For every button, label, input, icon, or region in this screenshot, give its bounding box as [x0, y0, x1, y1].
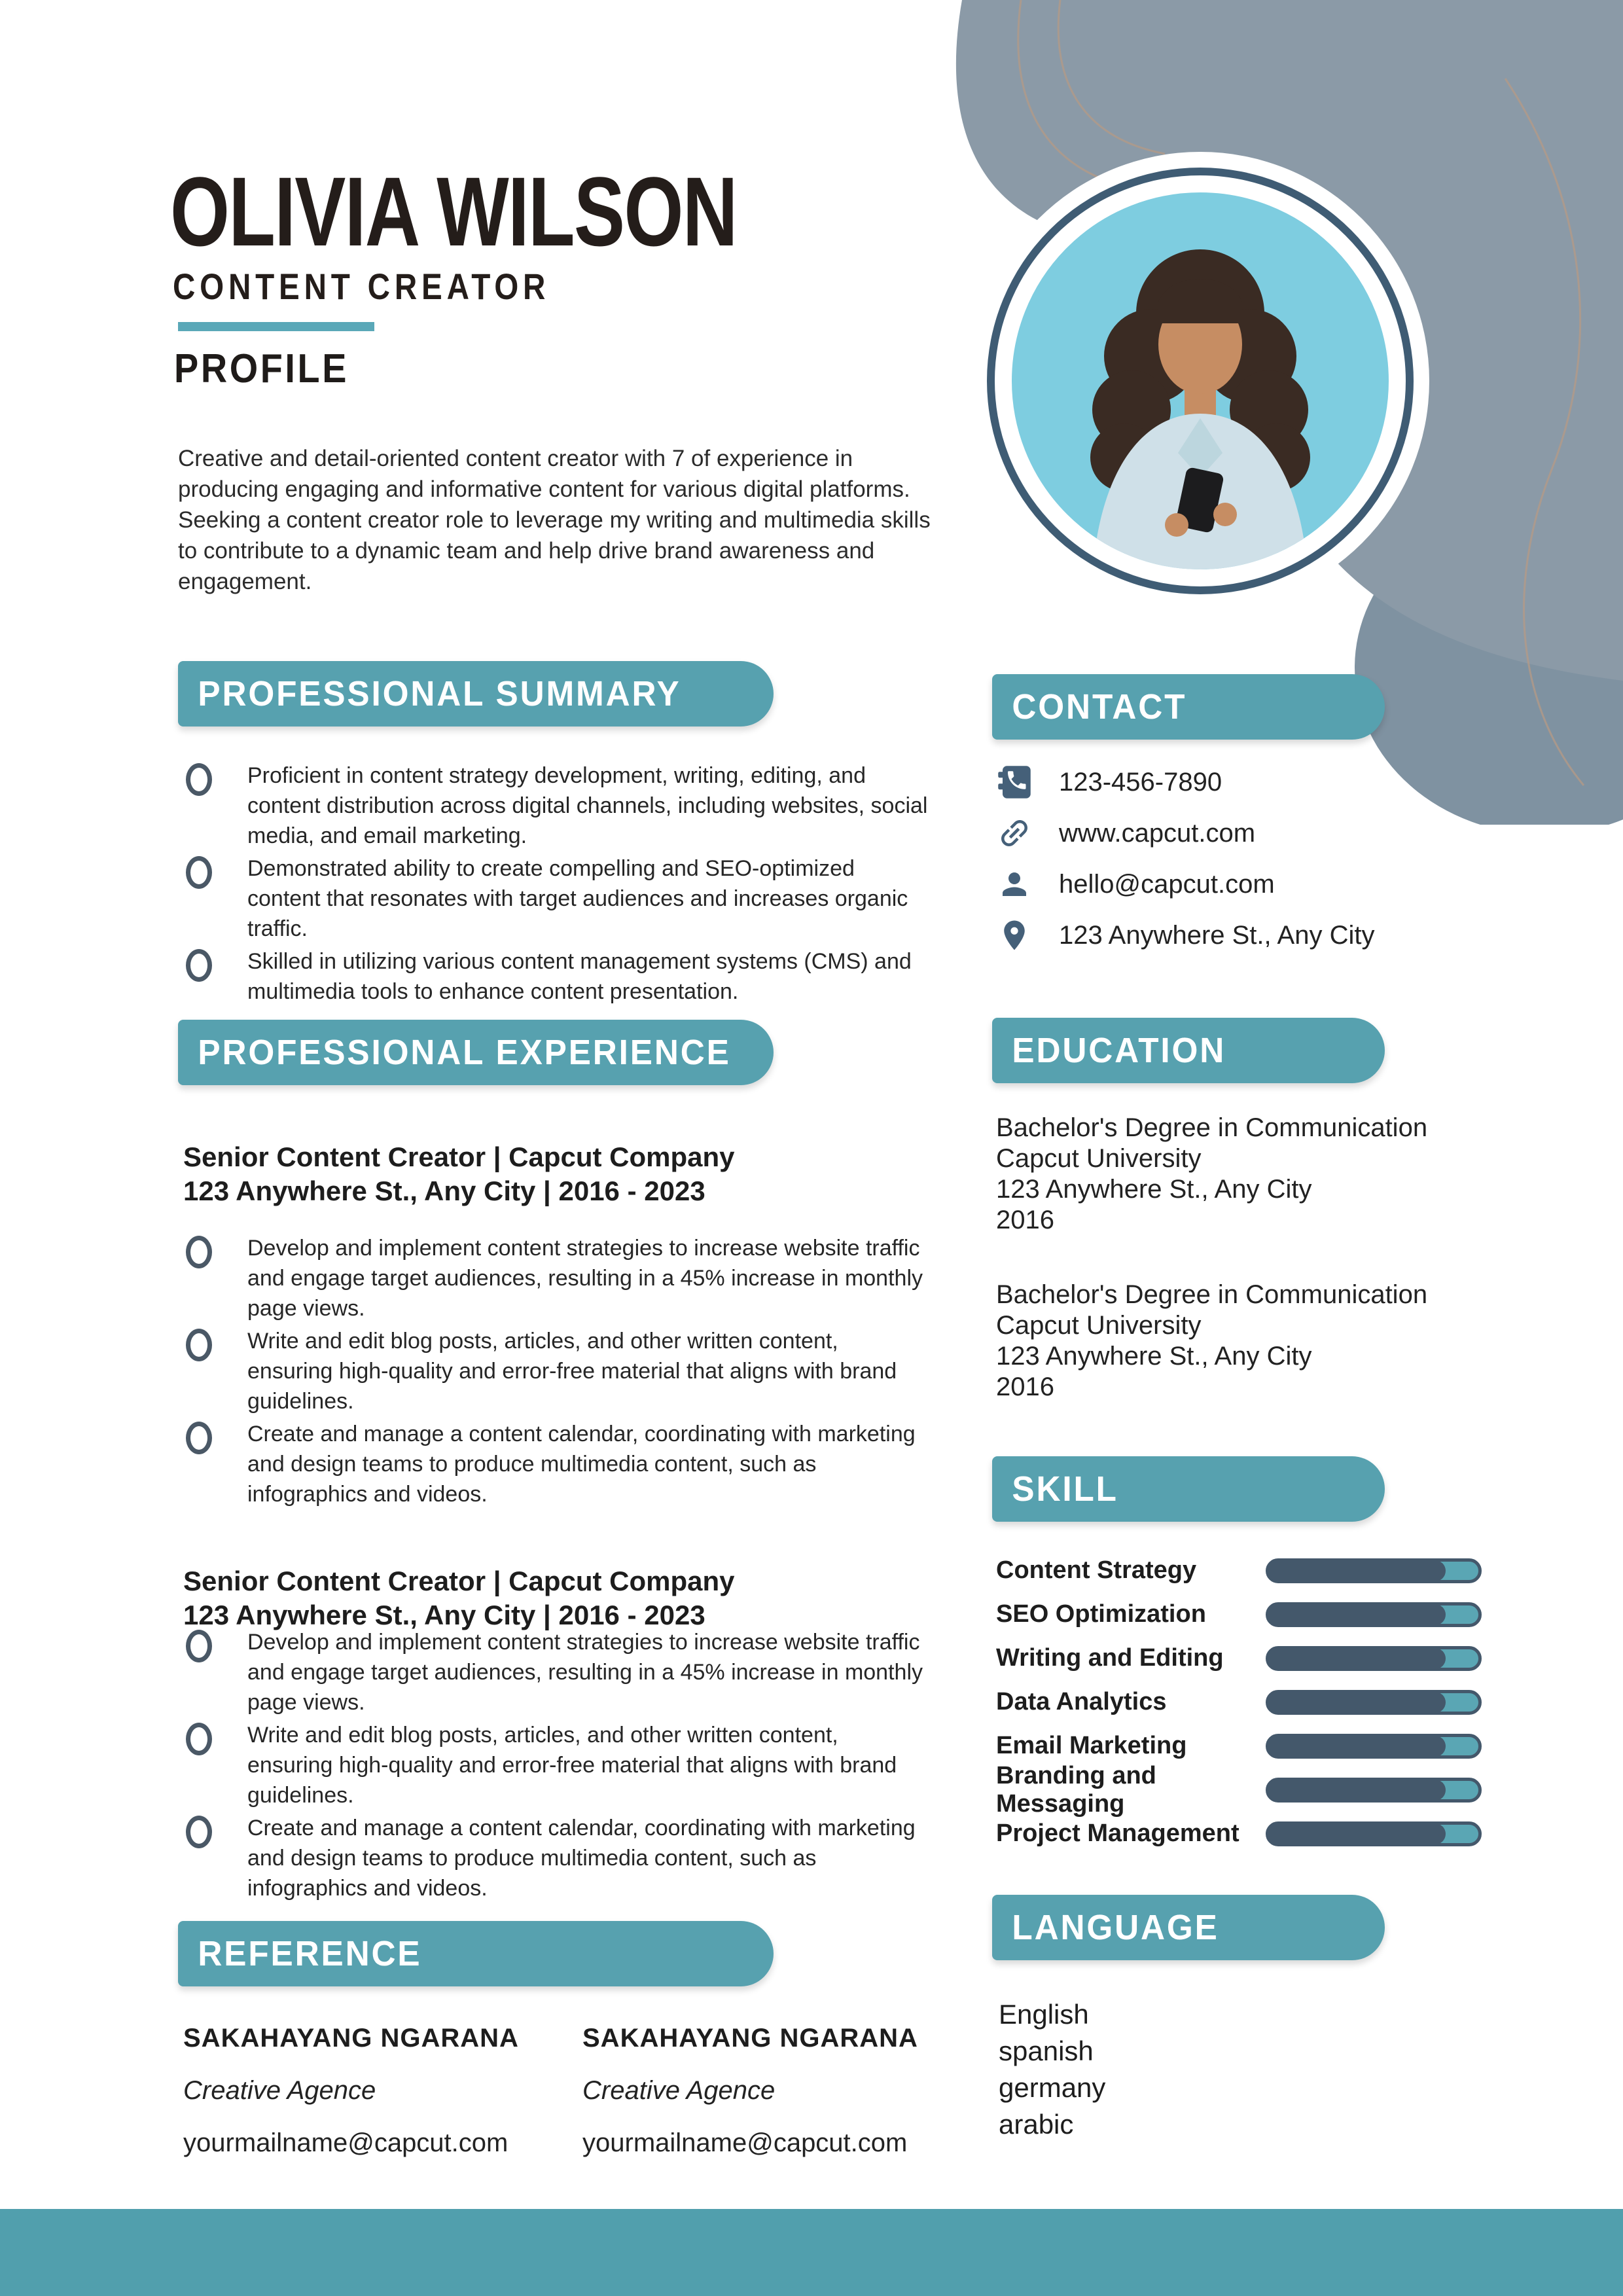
skill-bar	[1266, 1558, 1482, 1583]
skill-row	[996, 1680, 1482, 1724]
bullet-text: Write and edit blog posts, articles, and other written content, ensuring high-quality and error-free material that aligns with brand guidelines.	[247, 1723, 897, 1808]
bullet-text: Create and manage a content calendar, coordinating with marketing and design teams to produce multimedia content, such as infographics and videos.	[247, 1422, 916, 1507]
bullet-circle-icon	[186, 1816, 212, 1848]
profile-text: Creative and detail-oriented content creator with 7 of experience in producing engaging and informative content for various digital platforms. Seeking a content creator role to leverage my writing and multimedia skills to contribute to a dynamic team and help drive brand awareness and engagement.	[178, 446, 931, 594]
education-school: Capcut University	[996, 1144, 1202, 1173]
education-degree: Bachelor's Degree in Communication	[996, 1280, 1428, 1309]
skill-row	[996, 1636, 1482, 1680]
education-year: 2016	[996, 1206, 1054, 1234]
skill-bar-fill	[1268, 1648, 1446, 1669]
job-bullet-list	[186, 1233, 945, 1512]
contact-row	[996, 808, 1520, 859]
section-banner-reference	[178, 1921, 774, 1986]
list-item	[186, 1627, 945, 1717]
section-banner-skill	[992, 1456, 1385, 1522]
section-banner-experience	[178, 1020, 774, 1085]
contact-value: www.capcut.com	[1059, 818, 1256, 848]
skill-label: Branding and Messaging	[996, 1761, 1156, 1818]
skill-list	[996, 1549, 1482, 1856]
profile-heading: PROFILE	[174, 346, 349, 391]
section-title: LANGUAGE	[1012, 1908, 1219, 1947]
contact-value: 123 Anywhere St., Any City	[1059, 920, 1375, 950]
person-name: OLIVIA WILSON	[170, 156, 737, 266]
footer-band	[0, 2209, 1623, 2296]
job-header	[183, 1564, 735, 1632]
bullet-text: Develop and implement content strategies to increase website traffic and engage target audiences, resulting in a 45% increase in monthly page views.	[247, 1630, 923, 1715]
location-icon	[996, 917, 1033, 954]
skill-bar-fill	[1268, 1780, 1446, 1801]
section-title: EDUCATION	[1012, 1031, 1226, 1070]
education-school: Capcut University	[996, 1311, 1202, 1340]
reference-email: yourmailname@capcut.com	[183, 2128, 508, 2157]
skill-bar-fill	[1268, 1560, 1446, 1581]
list-item	[186, 1233, 945, 1323]
contact-value: hello@capcut.com	[1059, 869, 1275, 899]
section-title: CONTACT	[1012, 687, 1187, 726]
language-item: germany	[999, 2072, 1106, 2103]
job-bullet-list	[186, 1627, 945, 1906]
reference-company: Creative Agence	[582, 2076, 776, 2105]
bullet-text: Develop and implement content strategies to increase website traffic and engage target audiences, resulting in a 45% increase in monthly page views.	[247, 1236, 923, 1321]
skill-label: Writing and Editing	[996, 1644, 1224, 1672]
accent-divider	[178, 322, 374, 331]
bullet-text: Write and edit blog posts, articles, and other written content, ensuring high-quality and error-free material that aligns with brand guidelines.	[247, 1329, 897, 1414]
contact-value: 123-456-7890	[1059, 767, 1222, 797]
skill-bar-fill	[1268, 1823, 1446, 1844]
skill-bar-fill	[1268, 1604, 1446, 1625]
language-list	[999, 1996, 1391, 2143]
bullet-text: Demonstrated ability to create compelling and SEO-optimized content that resonates with target audiences and increases organic traffic.	[247, 856, 908, 941]
education-year: 2016	[996, 1372, 1054, 1401]
bullet-text: Proficient in content strategy development, writing, editing, and content distribution across digital channels, including websites, social media, and email marketing.	[247, 763, 928, 848]
section-banner-education	[992, 1018, 1385, 1083]
reference-name: SAKAHAYANG NGARANA	[183, 2024, 519, 2053]
bullet-circle-icon	[186, 1422, 212, 1454]
skill-label: Data Analytics	[996, 1688, 1167, 1715]
language-item: English	[999, 1999, 1089, 2030]
list-item	[186, 1326, 945, 1416]
reference-email: yourmailname@capcut.com	[582, 2128, 908, 2157]
list-item	[186, 1813, 945, 1903]
section-title: PROFESSIONAL EXPERIENCE	[198, 1033, 731, 1072]
section-title: REFERENCE	[198, 1934, 422, 1973]
skill-row	[996, 1761, 1482, 1818]
education-address: 123 Anywhere St., Any City	[996, 1342, 1312, 1371]
summary-bullet-list	[186, 761, 945, 1009]
bullet-circle-icon	[186, 856, 212, 889]
skill-bar	[1266, 1734, 1482, 1759]
bullet-circle-icon	[186, 1630, 212, 1662]
phone-icon	[996, 764, 1033, 800]
contact-row	[996, 757, 1520, 808]
bullet-circle-icon	[186, 1329, 212, 1361]
contact-row	[996, 910, 1520, 961]
skill-row	[996, 1592, 1482, 1636]
list-item	[186, 946, 945, 1007]
language-item: spanish	[999, 2036, 1094, 2066]
education-degree: Bachelor's Degree in Communication	[996, 1113, 1428, 1142]
skill-label: Content Strategy	[996, 1556, 1197, 1584]
job-meta: 123 Anywhere St., Any City | 2016 - 2023	[183, 1175, 705, 1206]
job-title: Senior Content Creator | Capcut Company	[183, 1141, 735, 1172]
bullet-circle-icon	[186, 1236, 212, 1268]
section-banner-summary	[178, 661, 774, 726]
contact-row	[996, 859, 1520, 910]
reference-entry	[183, 2024, 550, 2158]
list-item	[186, 761, 945, 851]
skill-label: SEO Optimization	[996, 1600, 1206, 1628]
section-banner-language	[992, 1895, 1385, 1960]
skill-bar	[1266, 1690, 1482, 1715]
reference-name: SAKAHAYANG NGARANA	[582, 2024, 918, 2053]
section-banner-contact	[992, 674, 1385, 740]
person-role: CONTENT CREATOR	[173, 266, 550, 307]
bullet-text: Create and manage a content calendar, coordinating with marketing and design teams to produce multimedia content, such as infographics and videos.	[247, 1816, 916, 1901]
skill-bar-fill	[1268, 1692, 1446, 1713]
skill-bar	[1266, 1821, 1482, 1846]
skill-label: Project Management	[996, 1820, 1240, 1847]
job-title: Senior Content Creator | Capcut Company	[183, 1566, 735, 1596]
skill-label: Email Marketing	[996, 1732, 1187, 1759]
list-item	[186, 1720, 945, 1810]
bullet-text: Skilled in utilizing various content management systems (CMS) and multimedia tools to enhance content presentation.	[247, 949, 912, 1004]
reference-entry	[582, 2024, 949, 2158]
section-title: PROFESSIONAL SUMMARY	[198, 674, 681, 713]
list-item	[186, 853, 945, 944]
list-item	[186, 1419, 945, 1509]
skill-bar-fill	[1268, 1736, 1446, 1757]
language-item: arabic	[999, 2109, 1074, 2140]
link-icon	[996, 815, 1033, 852]
reference-company: Creative Agence	[183, 2076, 376, 2105]
portrait-illustration	[1012, 192, 1389, 569]
bullet-circle-icon	[186, 763, 212, 796]
job-meta: 123 Anywhere St., Any City | 2016 - 2023	[183, 1600, 705, 1630]
skill-bar	[1266, 1602, 1482, 1627]
section-title: SKILL	[1012, 1469, 1118, 1509]
skill-bar	[1266, 1646, 1482, 1671]
person-icon	[996, 866, 1033, 903]
job-header	[183, 1140, 735, 1208]
skill-row	[996, 1549, 1482, 1592]
contact-list	[996, 757, 1520, 961]
bullet-circle-icon	[186, 1723, 212, 1755]
skill-bar	[1266, 1778, 1482, 1803]
education-entry	[996, 1113, 1507, 1236]
bullet-circle-icon	[186, 949, 212, 982]
skill-row	[996, 1812, 1482, 1856]
profile-photo	[995, 175, 1406, 586]
education-address: 123 Anywhere St., Any City	[996, 1175, 1312, 1204]
education-entry	[996, 1280, 1507, 1403]
